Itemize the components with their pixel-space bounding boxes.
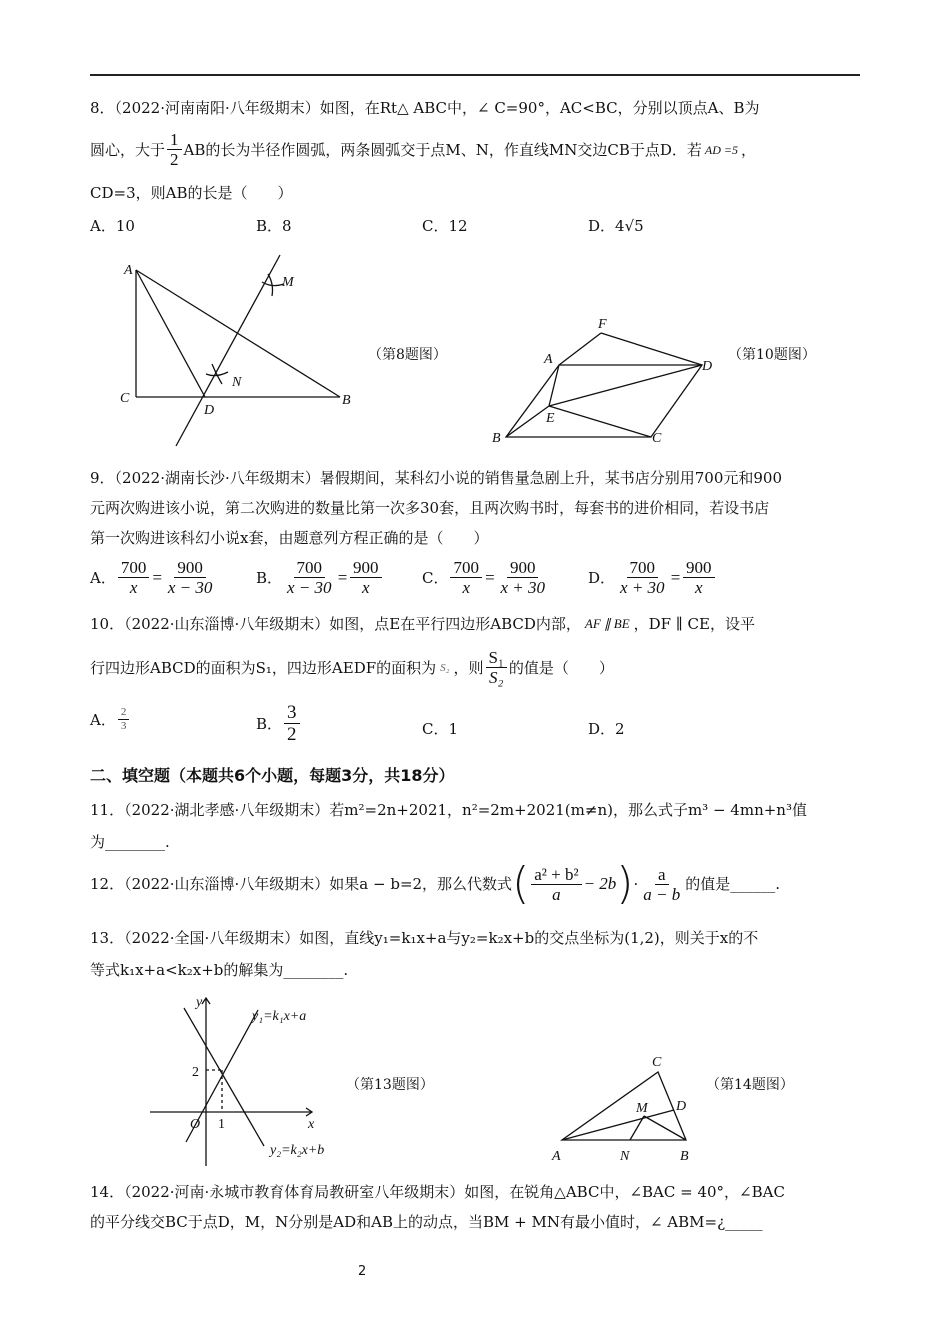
q9-option-b: B． $\frac{700}{x - 30}$ = $\frac{900}{x}$ bbox=[256, 558, 384, 597]
fig10-label-a: A bbox=[544, 352, 553, 367]
fig14-diagram bbox=[548, 1048, 708, 1168]
q9-line1: 9．（2022·湖南长沙·八年级期末）暑假期间，某科幻小说的销售量急剧上升，某书店分别用700元和900 bbox=[90, 469, 783, 487]
q10-option-b: B． $\frac{3}{2}$ bbox=[256, 702, 302, 745]
fig10-segment-af bbox=[559, 333, 601, 365]
fig8-arc-n2 bbox=[212, 364, 222, 384]
fig13-label-o: O bbox=[190, 1117, 201, 1132]
q8-line2-a: 圆心，大于 bbox=[90, 140, 166, 159]
fig8-label-c: C bbox=[120, 391, 130, 406]
fig13-label-y1: y₁=k₁x+a bbox=[252, 1009, 307, 1024]
q8-line1: 8．（2022·河南南阳·八年级期末）如图，在Rt△ ABC中，∠ C=90°，AC<BC，分别以顶点A、B为 bbox=[90, 99, 760, 117]
fig10-label-c: C bbox=[652, 431, 662, 446]
fig8-label-d: D bbox=[204, 403, 215, 418]
q12-fraction: $\frac{a}{a - b}$ bbox=[643, 864, 681, 904]
fig14-segment-ad bbox=[562, 1110, 674, 1140]
fig8-caption: （第8题图） bbox=[368, 347, 447, 363]
q9-option-d: D． $\frac{700}{x + 30}$ = $\frac{900}{x}$ bbox=[588, 558, 717, 597]
q8-line2 bbox=[90, 130, 756, 169]
q8-line3: CD=3，则AB的长是（ ） bbox=[90, 184, 293, 202]
q11-line2: 为________. bbox=[90, 833, 170, 851]
fig13-label-1: 1 bbox=[218, 1117, 225, 1132]
fig10-label-f: F bbox=[598, 317, 607, 332]
q9-line2: 元两次购进该小说，第二次购进的数量比第一次多30套，且两次购书时，每套书的进价相同，若设书店 bbox=[90, 499, 770, 517]
fig8-label-m: M bbox=[282, 275, 294, 290]
q8-line2-b: AB的长为半径作圆弧，两条圆弧交于点M、N，作直线MN交边CB于点D．若 bbox=[183, 140, 702, 159]
q8-ad: AD =5 bbox=[704, 142, 738, 157]
q10-line1: 10．（2022·山东淄博·八年级期末）如图，点E在平行四边形ABCD内部， AF ∥ BE ，DF ∥ CE，设平 bbox=[90, 615, 755, 633]
q12-paren-fraction: $\frac{\text{a² + b²}}{a}$ bbox=[531, 865, 581, 904]
section2-title: 二、填空题（本题共6个小题，每题3分，共18分） bbox=[90, 766, 455, 785]
q10-line2: 行四边形ABCD的面积为S₁，四边形AEDF的面积为 S₂ ，则 $\frac{\text{S₁}}{\text{S₂}}$ 的值是（ ） bbox=[90, 648, 614, 687]
q10-option-a: A． $\frac{2}{3}$ bbox=[90, 706, 131, 733]
q10-ratio: $\frac{\text{S₁}}{\text{S₂}}$ bbox=[486, 648, 507, 687]
q10-option-c: C．1 bbox=[422, 720, 459, 738]
q10-s2: S₂ bbox=[440, 661, 450, 674]
q10-option-d: D．2 bbox=[588, 720, 625, 738]
fig14-label-m: M bbox=[636, 1101, 648, 1116]
q9-line3: 第一次购进该科幻小说x套，由题意列方程正确的是（ ） bbox=[90, 529, 489, 547]
fig10-segment-ec bbox=[549, 406, 651, 437]
fig14-segment-bm bbox=[644, 1116, 686, 1140]
fig13-label-x: x bbox=[308, 1117, 315, 1132]
fig10-diagram bbox=[488, 310, 728, 450]
fig13-caption: （第13题图） bbox=[346, 1077, 434, 1093]
q9-option-c: C． $\frac{700}{x}$ = $\frac{900}{x + 30}$ bbox=[422, 558, 545, 597]
fig10-segment-be bbox=[506, 406, 549, 437]
q8-option-d: D．4√5 bbox=[588, 217, 644, 235]
fig10-label-b: B bbox=[492, 431, 501, 446]
fig8-label-n: N bbox=[232, 375, 242, 390]
fig8-segment-ad bbox=[136, 270, 205, 397]
fig13-label-y: y bbox=[196, 995, 203, 1010]
fig8-label-a: A bbox=[124, 263, 133, 278]
q14-line1: 14．（2022·河南·永城市教育体育局教研室八年级期末）如图，在锐角△ABC中，∠BAC = 40°，∠BAC bbox=[90, 1183, 785, 1201]
fig10-caption: （第10题图） bbox=[728, 347, 816, 363]
q8-option-c: C．12 bbox=[422, 217, 468, 235]
fig14-label-d: D bbox=[676, 1099, 687, 1114]
fig13-label-2: 2 bbox=[192, 1065, 199, 1080]
fig10-parallelogram-abcd bbox=[506, 365, 702, 437]
fig10-label-e: E bbox=[546, 411, 555, 426]
fig14-caption: （第14题图） bbox=[706, 1077, 794, 1093]
page-number: 2 bbox=[358, 1264, 367, 1279]
fig14-label-c: C bbox=[652, 1055, 662, 1070]
q9-option-a: A． $\frac{700}{x}$ = $\frac{900}{x - 30}$ bbox=[90, 558, 213, 597]
q10-af-be: AF ∥ BE bbox=[584, 616, 630, 631]
top-rule bbox=[90, 74, 860, 76]
q8-option-b: B．8 bbox=[256, 217, 292, 235]
fig14-label-n: N bbox=[620, 1149, 630, 1164]
q13-line1: 13．（2022·全国·八年级期末）如图，直线y₁=k₁x+a与y₂=k₂x+b的交点坐标为(1,2)，则关于x的不 bbox=[90, 929, 759, 947]
q13-line2: 等式k₁x+a<k₂x+b的解集为________. bbox=[90, 961, 349, 979]
fig13-graph bbox=[140, 990, 340, 1170]
q8-half-fraction: $\frac{1}{2}$ bbox=[167, 130, 182, 169]
fig8-label-b: B bbox=[342, 393, 351, 408]
fig10-label-d: D bbox=[702, 359, 713, 374]
fig10-segment-fd bbox=[601, 333, 702, 365]
q12-line: 12．（2022·山东淄博·八年级期末）如果a − b=2，那么代数式 ( $\frac{\text{a² + b²}}{a}$ − 2b ) · $\frac{a}{a - b}$ 的值是______. bbox=[90, 858, 781, 909]
fig14-label-a: A bbox=[552, 1149, 561, 1164]
q8-line2-c: ， bbox=[740, 140, 756, 159]
q11-line1: 11．（2022·湖北孝感·八年级期末）若m²=2n+2021，n²=2m+2021(m≠n)，那么式子m³ − 4mn+n³值 bbox=[90, 801, 807, 819]
q14-line2: 的平分线交BC于点D，M，N分别是AD和AB上的动点，当BM + MN有最小值时，∠ ABM=¿_____ bbox=[90, 1213, 763, 1231]
fig13-label-y2: y₂=k₂x+b bbox=[270, 1143, 325, 1158]
q8-option-a: A．10 bbox=[90, 217, 135, 235]
fig10-segment-ed bbox=[549, 365, 702, 406]
fig8-diagram bbox=[110, 240, 370, 450]
fig14-label-b: B bbox=[680, 1149, 689, 1164]
